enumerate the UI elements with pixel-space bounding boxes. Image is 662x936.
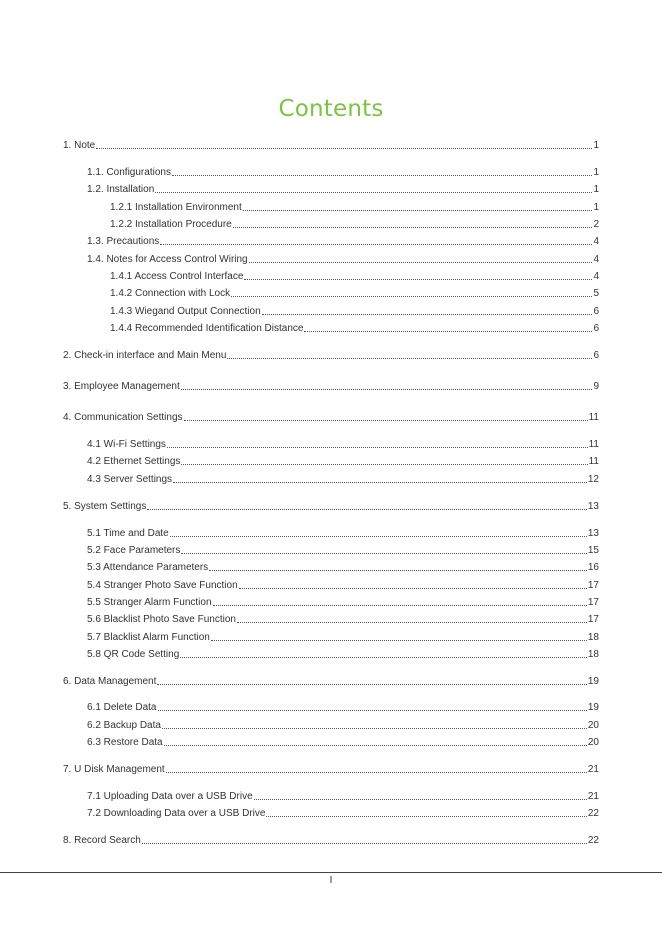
toc-entry[interactable] <box>87 234 599 248</box>
dot-leader <box>211 639 587 641</box>
toc-entry[interactable] <box>63 499 599 513</box>
dot-leader <box>167 446 588 448</box>
toc-label: 7. U Disk Management <box>63 764 165 775</box>
dot-leader <box>249 261 593 263</box>
toc-label: 1.2. Installation <box>87 184 155 195</box>
toc-page: 4 <box>593 236 599 247</box>
dot-leader <box>209 569 587 571</box>
toc-entry[interactable] <box>87 543 599 557</box>
toc-page: 1 <box>593 202 599 213</box>
page-number: I <box>329 875 333 886</box>
toc-label: 6. Data Management <box>63 676 157 687</box>
dot-leader <box>155 191 592 193</box>
toc-entry[interactable] <box>110 304 599 318</box>
toc-page: 16 <box>587 562 599 573</box>
toc-label: 5.3 Attendance Parameters <box>87 562 209 573</box>
toc-entry[interactable] <box>87 454 599 468</box>
dot-leader <box>166 771 587 773</box>
toc-page: 11 <box>588 456 599 467</box>
toc-page: 19 <box>587 676 599 687</box>
toc-page: 19 <box>587 702 599 713</box>
dot-leader <box>158 709 587 711</box>
toc-page: 9 <box>593 381 599 392</box>
toc-entry[interactable] <box>110 286 599 300</box>
dot-leader <box>173 481 587 483</box>
dot-leader <box>181 552 587 554</box>
toc-page: 22 <box>587 808 599 819</box>
toc-entry[interactable] <box>87 252 599 266</box>
toc-entry[interactable] <box>110 217 599 231</box>
toc-page: 13 <box>587 501 599 512</box>
dot-leader <box>243 209 593 211</box>
toc-label: 1.1. Configurations <box>87 167 171 178</box>
toc-label: 5.7 Blacklist Alarm Function <box>87 632 210 643</box>
toc-label: 2. Check-in interface and Main Menu <box>63 350 227 361</box>
toc-label: 1.4. Notes for Access Control Wiring <box>87 254 248 265</box>
toc-entry[interactable] <box>87 472 599 486</box>
toc-label: 4.3 Server Settings <box>87 474 173 485</box>
toc-entry[interactable] <box>87 182 599 196</box>
toc-label: 5. System Settings <box>63 501 147 512</box>
toc-page: 20 <box>587 720 599 731</box>
toc-page: 1 <box>593 167 599 178</box>
dot-leader <box>96 147 592 149</box>
page-title: Contents <box>278 96 384 122</box>
dot-leader <box>231 295 592 297</box>
toc-page: 2 <box>593 219 599 230</box>
toc-page: 21 <box>587 764 599 775</box>
dot-leader <box>170 535 587 537</box>
toc-page: 11 <box>588 412 599 423</box>
toc-page: 21 <box>587 791 599 802</box>
dot-leader <box>237 621 587 623</box>
toc-page: 4 <box>593 271 599 282</box>
toc-entry[interactable] <box>87 806 599 820</box>
dot-leader <box>147 508 587 510</box>
toc-label: 8. Record Search <box>63 835 141 846</box>
toc-label: 5.6 Blacklist Photo Save Function <box>87 614 236 625</box>
toc-entry[interactable] <box>87 526 599 540</box>
toc-entry[interactable] <box>87 578 599 592</box>
toc-entry[interactable] <box>87 437 599 451</box>
toc-entry[interactable] <box>87 700 599 714</box>
dot-leader <box>172 174 592 176</box>
toc-entry[interactable] <box>87 647 599 661</box>
dot-leader <box>142 842 587 844</box>
toc-label: 1. Note <box>63 140 96 151</box>
toc-entry[interactable] <box>87 718 599 732</box>
toc-label: 7.1 Uploading Data over a USB Drive <box>87 791 253 802</box>
toc-entry[interactable] <box>87 630 599 644</box>
toc-page: 18 <box>587 632 599 643</box>
toc-label: 1.3. Precautions <box>87 236 160 247</box>
toc-label: 6.1 Delete Data <box>87 702 157 713</box>
toc-label: 5.4 Stranger Photo Save Function <box>87 580 238 591</box>
toc-entry[interactable] <box>87 612 599 626</box>
toc-page: 12 <box>587 474 599 485</box>
toc-label: 1.4.3 Wiegand Output Connection <box>110 306 261 317</box>
toc-entry[interactable] <box>63 674 599 688</box>
toc-entry[interactable] <box>87 735 599 749</box>
toc-page: 6 <box>593 323 599 334</box>
toc-page: 15 <box>587 545 599 556</box>
toc-entry[interactable] <box>87 595 599 609</box>
dot-leader <box>162 727 587 729</box>
toc-page: 6 <box>593 350 599 361</box>
dot-leader <box>262 313 593 315</box>
toc-label: 4.2 Ethernet Settings <box>87 456 181 467</box>
toc-entry[interactable] <box>63 138 599 152</box>
dot-leader <box>181 463 587 465</box>
toc-page: 22 <box>587 835 599 846</box>
dot-leader <box>184 419 588 421</box>
toc-label: 1.4.4 Recommended Identification Distance <box>110 323 304 334</box>
toc-entry[interactable] <box>87 789 599 803</box>
toc-page: 17 <box>587 580 599 591</box>
toc-label: 7.2 Downloading Data over a USB Drive <box>87 808 266 819</box>
toc-entry[interactable] <box>87 560 599 574</box>
dot-leader <box>244 278 592 280</box>
toc-label: 5.1 Time and Date <box>87 528 169 539</box>
footer-divider <box>0 872 662 873</box>
toc-entry[interactable] <box>63 348 599 362</box>
toc-entry[interactable] <box>110 269 599 283</box>
toc-page: 1 <box>593 140 599 151</box>
toc-entry[interactable] <box>110 321 599 335</box>
dot-leader <box>266 815 586 817</box>
toc-page: 11 <box>588 439 599 450</box>
toc-page: 4 <box>593 254 599 265</box>
toc-label: 5.2 Face Parameters <box>87 545 181 556</box>
toc-entry[interactable] <box>63 379 599 393</box>
toc-label: 6.3 Restore Data <box>87 737 163 748</box>
dot-leader <box>157 683 586 685</box>
dot-leader <box>164 744 587 746</box>
toc-label: 1.2.1 Installation Environment <box>110 202 242 213</box>
toc-entry[interactable] <box>63 410 599 424</box>
dot-leader <box>254 798 587 800</box>
toc-entry[interactable] <box>63 833 599 847</box>
dot-leader <box>160 243 592 245</box>
toc-label: 1.4.1 Access Control Interface <box>110 271 244 282</box>
dot-leader <box>239 587 587 589</box>
toc-entry[interactable] <box>63 762 599 776</box>
toc-label: 5.8 QR Code Setting <box>87 649 180 660</box>
toc-page: 13 <box>587 528 599 539</box>
toc-label: 5.5 Stranger Alarm Function <box>87 597 212 608</box>
toc-page: 6 <box>593 306 599 317</box>
dot-leader <box>233 226 593 228</box>
dot-leader <box>181 388 593 390</box>
toc-label: 1.4.2 Connection with Lock <box>110 288 231 299</box>
toc-label: 6.2 Backup Data <box>87 720 161 731</box>
toc-label: 4. Communication Settings <box>63 412 183 423</box>
toc-label: 1.2.2 Installation Procedure <box>110 219 232 230</box>
toc-page: 5 <box>593 288 599 299</box>
toc-label: 4.1 Wi-Fi Settings <box>87 439 166 450</box>
toc-label: 3. Employee Management <box>63 381 180 392</box>
toc-page: 17 <box>587 597 599 608</box>
dot-leader <box>304 330 592 332</box>
dot-leader <box>180 656 587 658</box>
toc-page: 18 <box>587 649 599 660</box>
toc-page: 1 <box>593 184 599 195</box>
toc-entry[interactable] <box>87 165 599 179</box>
dot-leader <box>227 357 592 359</box>
toc-entry[interactable] <box>110 200 599 214</box>
toc-page: 17 <box>587 614 599 625</box>
dot-leader <box>213 604 587 606</box>
toc-page: 20 <box>587 737 599 748</box>
